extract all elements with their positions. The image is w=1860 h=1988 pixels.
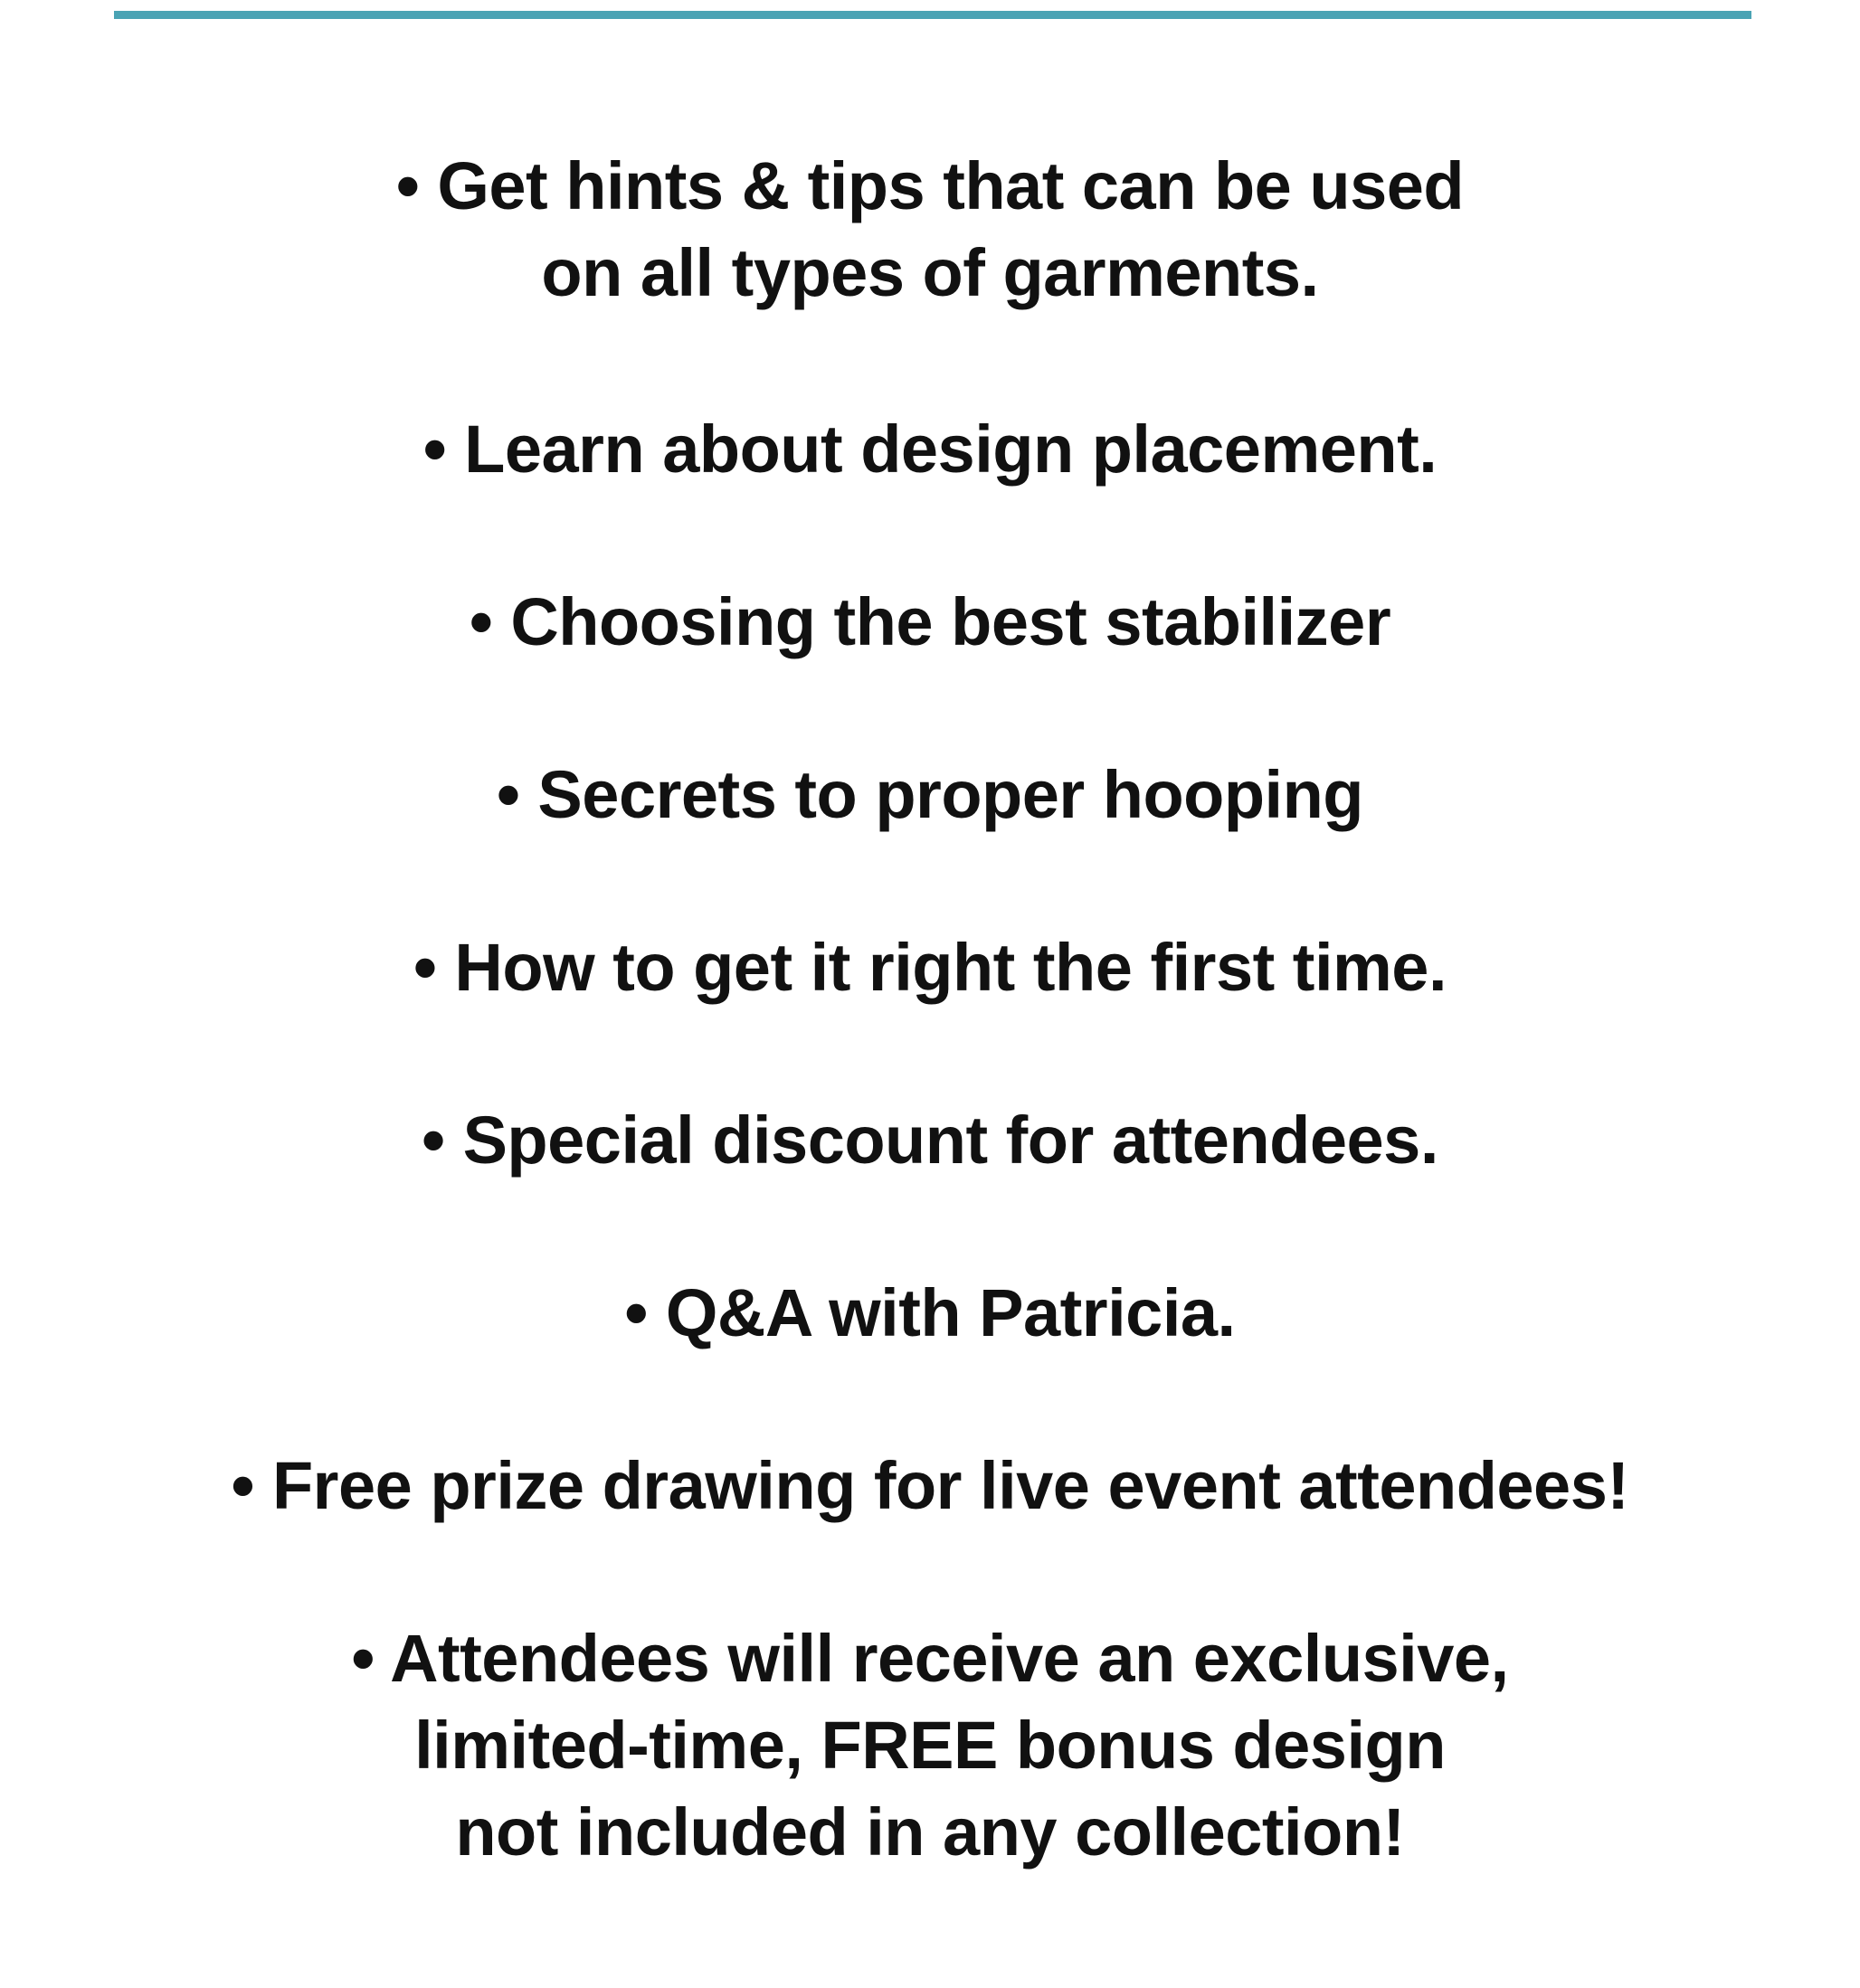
bullet-qa (0, 1270, 1860, 1357)
bullet-line: • Choosing the best stabilizer (469, 584, 1391, 659)
bullet-line: • Free prize drawing for live event attendees! (231, 1448, 1629, 1523)
bullet-line: • Attendees will receive an exclusive, (351, 1621, 1509, 1696)
bullet-line: • How to get it right the first time. (413, 930, 1447, 1005)
bullet-hints-tips (0, 143, 1860, 317)
bullet-line: limited-time, FREE bonus design (414, 1708, 1446, 1783)
bullet-line: • Learn about design placement. (422, 412, 1438, 487)
bullet-line: • Secrets to proper hooping (496, 757, 1364, 832)
bullet-line: • Q&A with Patricia. (624, 1275, 1236, 1350)
bullet-line: not included in any collection! (455, 1794, 1405, 1870)
bullet-line: on all types of garments. (541, 235, 1319, 310)
top-accent-rule (114, 11, 1751, 19)
bullet-first-time (0, 924, 1860, 1011)
bullet-prize-drawing (0, 1443, 1860, 1529)
bullet-line: • Special discount for attendees. (422, 1103, 1438, 1178)
bullet-line: • Get hints & tips that can be used (395, 148, 1465, 223)
bullet-design-placement (0, 406, 1860, 493)
bullet-bonus-design (0, 1615, 1860, 1876)
bullet-stabilizer (0, 579, 1860, 666)
bullet-hooping (0, 752, 1860, 838)
bullet-discount (0, 1097, 1860, 1184)
